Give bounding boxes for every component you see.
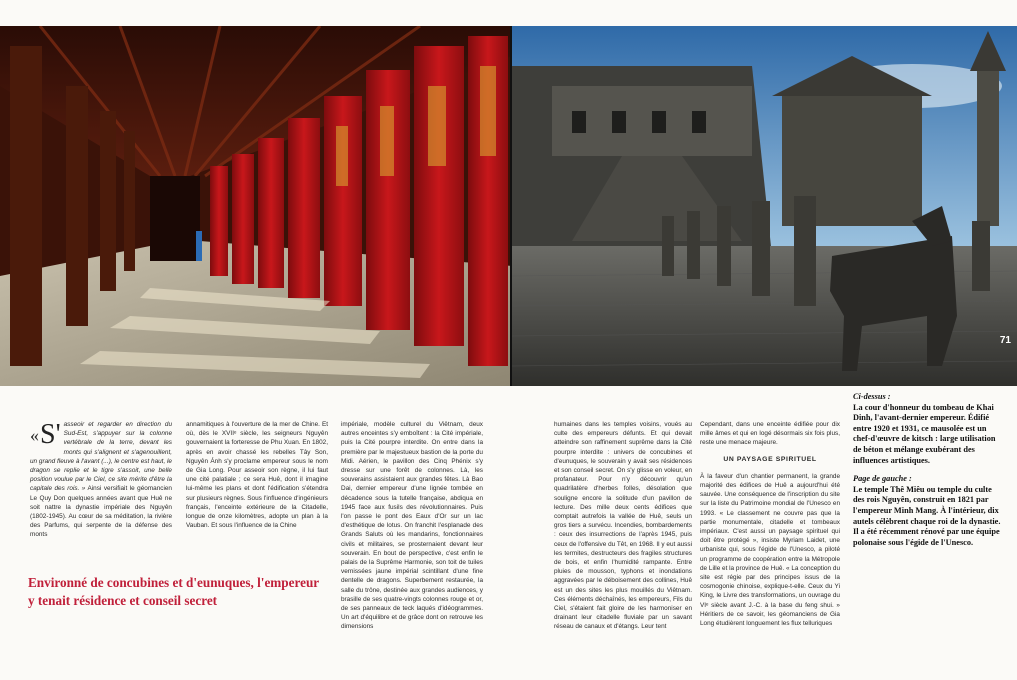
article-column-2: [186, 420, 328, 530]
article-column-4: [554, 420, 692, 632]
column-5-paragraph: À la faveur d'un chantier permanent, la grande majorité des édifices de Huê a aujourd'hui été sauvée. Une conséquence de l'inscription du site sur la liste du Patrimoine mondial de l'Unesco en 1993. « Le classement ne couvre pas que la partie monumentale, citadelle et tombeaux impériaux. C'est aussi un paysage spirituel qui doit être protégé », insiste Myriam Laidet, une urbaniste qui, sous l'égide de l'Unesco, a piloté un programme de coopération entre la Métropole de Lille et la province de Huê. « La conception du site est régie par des principes issus de la cosmogonie chinoise, explique-t-elle. Ceux du Yi King, le Livre des transformations, un ouvrage du VIᵉ siècle avant J.-C. à la base du feng shui. » Héritiers de ce savoir, les géomanciens de Gia Long étudièrent longuement les flux telluriques: [700, 472, 840, 628]
tomb-courtyard-photo: [512, 26, 1017, 386]
caption-above: [853, 392, 1003, 466]
pull-quote: Environné de concubines et d'eunuques, l'empereur y tenait résidence et conseil secret: [28, 575, 319, 608]
column-5-lead-end: dix mille âmes et qui en logé désormais six fois plus, reste une menace majeure.: [700, 421, 840, 447]
caption-above-title: Ci-dessus :: [853, 392, 891, 401]
photo-captions: [853, 392, 1003, 556]
column-3-paragraph: impériale, modèle culturel du Viêtnam, deux autres enceintes s'y emboîtent : la Cité impériale, puis la Cité pourpre interdite. On entre dans la première par le majestueux bastion de la porte du Midi. Aérien, le pavillon des Cinq Phénix s'y dresse sur une forêt de colonnes. Là, les souverains assistaient aux grandes fêtes. Là Bao Dai, dernier empereur d'une lignée tombée en décadence sous la tutelle française, abdiqua en 1945 face aux fusils des révolutionnaires. Puis l'on passe le pont des Eaux d'Or sur un lac d'esthétique de lotus. On franchit l'esplanade des Grands Saluts où les mandarins, fonctionnaires civils et militaires, se prosternaient devant leur souverain. En bout de perspective, c'est enfin le palais de la Suprême Harmonie, son toit de tuiles vernissées jaune impérial scintillant d'une fine dentelle de dragons. Superbement restaurée, la salle du trône, destinée aux grandes audiences, y brasille de ses quatre-vingts colonnes rouge et or, de ses panneaux de teck laqués d'idéogrammes. Un art d'équilibre et de grâce dont on retrouve les dimensions: [341, 421, 483, 631]
caption-left-page-title: Page de gauche :: [853, 474, 912, 484]
article-column-1: [30, 420, 172, 540]
page-number: 71: [999, 335, 1011, 346]
column-4-paragraph: humaines dans les temples voisins, voués au culte des empereurs défunts. Et qui devait atteindre son raffinement suprême dans la Cité pourpre interdite : univers de concubines et d'eunuques, le souverain y avait ses résidences et son conseil secret. On s'y glisse en voleur, en profanateur. Pour n'y découvrir qu'un quadrilatère d'herbes folles, désolation que souligne encore la solitude d'un pavillon de lecture. Des mille deux cents édifices que comptait autrefois la vallée de Huê, seuls un gros tiers a survécu. Incendies, bombardements : ceux des insurrections de l'après 1945, puis ceux de l'offensive du Têt, en 1968. Il y eut aussi les termites, destructeurs des fragiles structures de bois, et enfin l'humidité rampante. Entre pluies de mousson, typhons et inondations aggravées par le déboisement des collines, Huê est un des sites les plus mouillés du Viêtnam. Ces éléments déchaînés, les empereurs, Fils du Ciel, s'étaient fait gloire de les harmoniser en drainant leur citadelle fluviale par un savant réseau de canaux et d'étangs. Leur tent: [554, 421, 692, 631]
drop-cap: S': [40, 419, 61, 450]
column-1-paragraph: Ainsi versifiait le géomancien Le Quy Don quelques années avant que Huê ne soit nattre la dynastie impériale des Nguyên (1802-1945). Au cœur de sa méditation, la rivière des Parfums, qui serpente de la défense des monts: [30, 485, 172, 539]
opening-quote-mark: «: [30, 425, 39, 445]
section-subhead: UN PAYSAGE SPIRITUEL: [723, 455, 817, 463]
column-5-lead: [700, 420, 840, 448]
top-margin: [0, 0, 1017, 26]
temple-gallery-photo: [0, 26, 512, 386]
column-5-lead-start: Cependant, dans une enceinte édifiée pour: [700, 421, 829, 428]
column-2-paragraph: annamitiques à l'ouverture de la mer de Chine. Et où, dès le XVIIᵉ siècle, les seigneurs Nguyên gouvernaient la forteresse de Phu Xuan. En 1802, après en avoir chassé les rebelles Tây Son, Nguyên Ánh s'y proclame empereur sous le nom de Gia Long. Pour asseoir son règne, il lui faut une cité palatiale ; ce sera Huê, dont il imagine lui-même les plans et dont l'édification s'étendra sur plusieurs règnes. Sous l'influence d'ingénieurs français, l'enceinte extérieure de la Citadelle, longue de onze kilomètres, adopte un plan à la Vauban. Et sous l'influence de la Chine: [186, 421, 328, 530]
caption-above-text: La cour d'honneur du tombeau de Khai Dinh, l'avant-dernier empereur. Édifié entre 1920 et 1931, ce mausolée est un chef-d'œuvre de kitsch : large utilisation de béton et mélange exubérant des influences artistiques.: [853, 402, 996, 465]
article-column-5: [700, 420, 840, 628]
caption-left-page: [853, 474, 1003, 548]
opening-quote-text: asseoir et regarder en direction du Sud-Est, s'appuyer sur la colonne vertébrale de la terre, devant les monts qui s'alignent et s'agenouillent, un grand fleuve à l'avant (...), le centre est haut, le dragon se replie et le tigre s'assoit, une belle position voulue par le Ciel, ce site mérite d'être la capitale des rois. »: [30, 421, 172, 493]
article-column-3: [341, 420, 483, 632]
caption-left-page-text: Le temple Thê Miêu ou temple du culte des rois Nguyên, construit en 1821 par l'empereur Minh Mang. À l'intérieur, dix autels célèbrent chaque roi de la dynastie. Il a été récemment rénové par une équipe polonaise sous l'égide de l'Unesco.: [853, 484, 1001, 547]
